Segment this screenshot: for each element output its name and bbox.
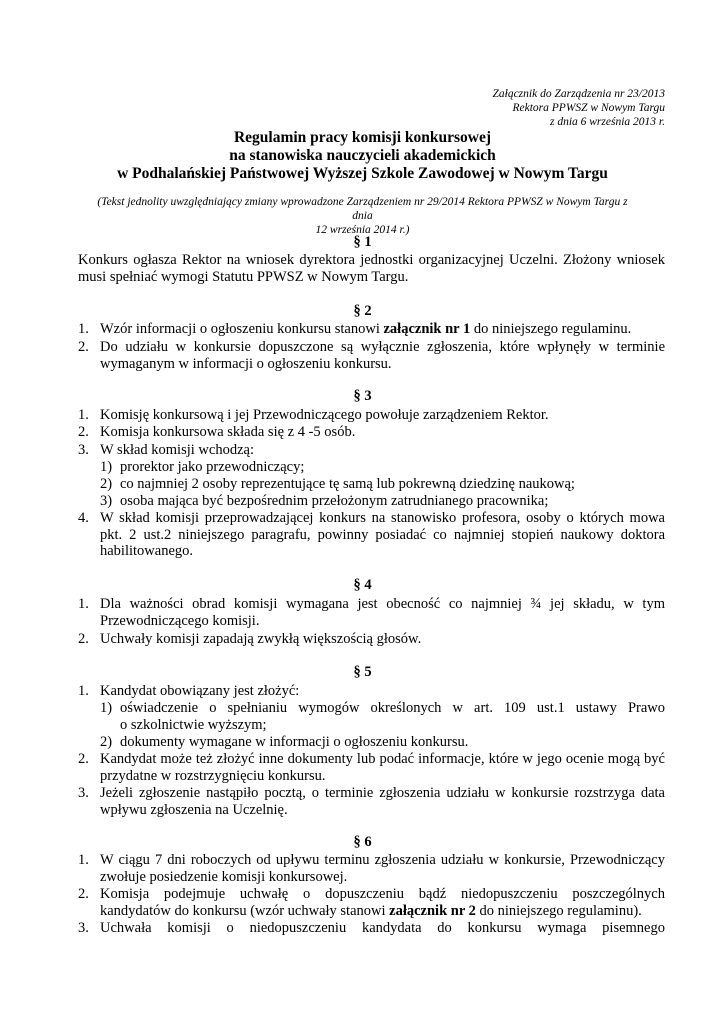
section-heading-3: § 3 xyxy=(353,388,372,404)
section-heading-6: § 6 xyxy=(353,834,372,850)
sub-item-text xyxy=(120,700,665,733)
item-line: przydatne w rozstrzygnięciu konkursu. xyxy=(100,767,326,784)
item-text: Komisję konkursową i jej Przewodniczącego powołuje zarządzeniem Rektor. xyxy=(100,407,549,423)
sub-item xyxy=(100,493,665,510)
item-text xyxy=(100,751,665,784)
note-line: 12 września 2014 r.) xyxy=(315,224,410,236)
list-item xyxy=(78,339,665,372)
section-heading-2: § 2 xyxy=(353,303,372,319)
document-title xyxy=(0,129,725,183)
item-number: 3. xyxy=(78,785,89,801)
item-number: 3. xyxy=(78,920,89,936)
list-item xyxy=(78,631,665,648)
annex-2-reference: załącznik nr 2 xyxy=(389,902,476,919)
sub-item-text: co najmniej 2 osoby reprezentujące tę samą lub pokrewną dziedzinę naukową; xyxy=(120,476,575,492)
sub-item-number: 1) xyxy=(100,700,113,716)
item-line: Komisja podejmuje uchwałę o dopuszczeniu bądź niedopuszczeniu poszczególnych xyxy=(100,886,665,902)
item-number: 2. xyxy=(78,339,89,355)
item-number: 2. xyxy=(78,631,89,647)
item-text-part: Wzór informacji o ogłoszeniu konkursu stanowi xyxy=(100,321,384,337)
item-number: 1. xyxy=(78,321,89,337)
item-text xyxy=(100,339,665,372)
sub-item-number: 3) xyxy=(100,493,113,509)
item-number: 2. xyxy=(78,751,89,767)
item-text xyxy=(100,596,665,629)
item-text xyxy=(100,852,665,885)
item-line: W ciągu 7 dni roboczych od upływu terminu zgłoszenia udziału w konkursie, Przewodniczący xyxy=(100,852,665,868)
item-text xyxy=(100,785,665,818)
item-number: 2. xyxy=(78,886,89,902)
sub-item xyxy=(100,459,665,476)
paragraph-line: musi spełniać wymogi Statutu PPWSZ w Nowym Targu. xyxy=(78,268,409,285)
item-text: Komisja konkursowa składa się z 4 -5 osób. xyxy=(100,424,356,440)
item-number: 1. xyxy=(78,683,89,699)
note-line: (Tekst jednolity uwzględniający zmiany wprowadzone Zarządzeniem nr 29/2014 Rektora PPWSZ w Nowym Targu z dnia xyxy=(97,196,628,222)
item-line: wpływu zgłoszenia na Uczelnię. xyxy=(100,801,288,818)
item-line: Do udziału w konkursie dopuszczone są wyłącznie zgłoszenia, które wpłynęły w terminie xyxy=(100,339,665,355)
item-text-part: do niniejszego regulaminu). xyxy=(475,902,642,919)
sub-item-number: 2) xyxy=(100,734,113,750)
item-line xyxy=(100,903,665,920)
item-line: W skład komisji przeprowadzającej konkurs na stanowisko profesora, osoby o których mowa xyxy=(100,510,665,526)
item-number: 1. xyxy=(78,596,89,612)
annex-reference xyxy=(365,87,665,129)
item-line: Dla ważności obrad komisji wymagana jest obecność co najmniej ¾ jej składu, w tym xyxy=(100,596,665,612)
item-line: zwołuje posiedzenie komisji konkursowej. xyxy=(100,868,348,885)
item-text: Uchwała komisji o niedopuszczeniu kandydata do konkursu wymaga pisemnego xyxy=(100,920,665,936)
item-text xyxy=(100,321,665,338)
item-text: W skład komisji wchodzą: xyxy=(100,442,254,458)
section-heading-4: § 4 xyxy=(353,577,372,593)
list-item xyxy=(78,785,665,818)
sub-item xyxy=(100,476,665,493)
list-item xyxy=(78,407,665,424)
item-number: 1. xyxy=(78,407,89,423)
list-item xyxy=(78,751,665,784)
item-number: 1. xyxy=(78,852,89,868)
item-line: Kandydat może też złożyć inne dokumenty lub podać informacje, które w jego ocenie mogą być xyxy=(100,751,665,767)
section-heading-1: § 1 xyxy=(353,234,372,250)
item-text xyxy=(100,510,665,560)
consolidated-text-note xyxy=(90,195,635,237)
annex-line: Załącznik do Zarządzenia nr 23/2013 xyxy=(492,88,665,100)
section-heading-5: § 5 xyxy=(353,664,372,680)
sub-item-text: dokumenty wymagane w informacji o ogłoszeniu konkursu. xyxy=(120,734,469,750)
annex-line: Rektora PPWSZ w Nowym Targu xyxy=(512,102,665,114)
item-line: wymaganym w informacji o ogłoszeniu konkursu. xyxy=(100,355,392,372)
section-1-paragraph xyxy=(78,252,665,285)
item-text xyxy=(100,886,665,919)
item-line: pkt. 2 ust.2 niniejszego paragrafu, powinny posiadać co najmniej stopień naukowy doktora xyxy=(100,526,665,543)
list-item xyxy=(78,852,665,885)
list-item xyxy=(78,920,665,937)
item-number: 4. xyxy=(78,510,89,526)
list-item xyxy=(78,596,665,629)
sub-item-line: o szkolnictwie wyższym; xyxy=(120,716,267,733)
item-number: 2. xyxy=(78,424,89,440)
item-number: 3. xyxy=(78,442,89,458)
sub-item xyxy=(100,700,665,733)
item-line: habilitowanego. xyxy=(100,543,194,560)
sub-item xyxy=(100,734,665,751)
item-text: Kandydat obowiązany jest złożyć: xyxy=(100,683,300,699)
annex-line: z dnia 6 września 2013 r. xyxy=(549,116,665,128)
list-item xyxy=(78,321,665,338)
list-item xyxy=(78,683,665,700)
sub-item-text: osoba mająca być bezpośrednim przełożonym zatrudnianego pracownika; xyxy=(120,493,549,509)
title-line: na stanowiska nauczycieli akademickich xyxy=(229,147,496,164)
list-item xyxy=(78,424,665,441)
item-text: Uchwały komisji zapadają zwykłą większością głosów. xyxy=(100,631,422,647)
sub-item-number: 2) xyxy=(100,476,113,492)
item-line: Jeżeli zgłoszenie nastąpiło pocztą, o terminie zgłoszenia udziału w konkursie rozstrzyga data xyxy=(100,785,665,801)
title-line: Regulamin pracy komisji konkursowej xyxy=(233,129,492,146)
sub-item-line: oświadczenie o spełnianiu wymogów określonych w art. 109 ust.1 ustawy Prawo xyxy=(120,700,665,716)
list-item xyxy=(78,442,665,459)
sub-item-text: prorektor jako przewodniczący; xyxy=(120,459,305,475)
sub-item-number: 1) xyxy=(100,459,113,475)
item-line: Przewodniczącego komisji. xyxy=(100,612,260,629)
list-item xyxy=(78,886,665,919)
annex-1-reference: załącznik nr 1 xyxy=(383,321,471,337)
item-text-part: do niniejszego regulaminu. xyxy=(470,321,632,337)
title-line: w Podhalańskiej Państwowej Wyższej Szkole Zawodowej w Nowym Targu xyxy=(117,165,608,182)
item-text-part: kandydatów do konkursu (wzór uchwały stanowi xyxy=(100,902,390,919)
list-item xyxy=(78,510,665,560)
paragraph-line: Konkurs ogłasza Rektor na wniosek dyrektora jednostki organizacyjnej Uczelni. Złożony wniosek xyxy=(78,252,665,268)
